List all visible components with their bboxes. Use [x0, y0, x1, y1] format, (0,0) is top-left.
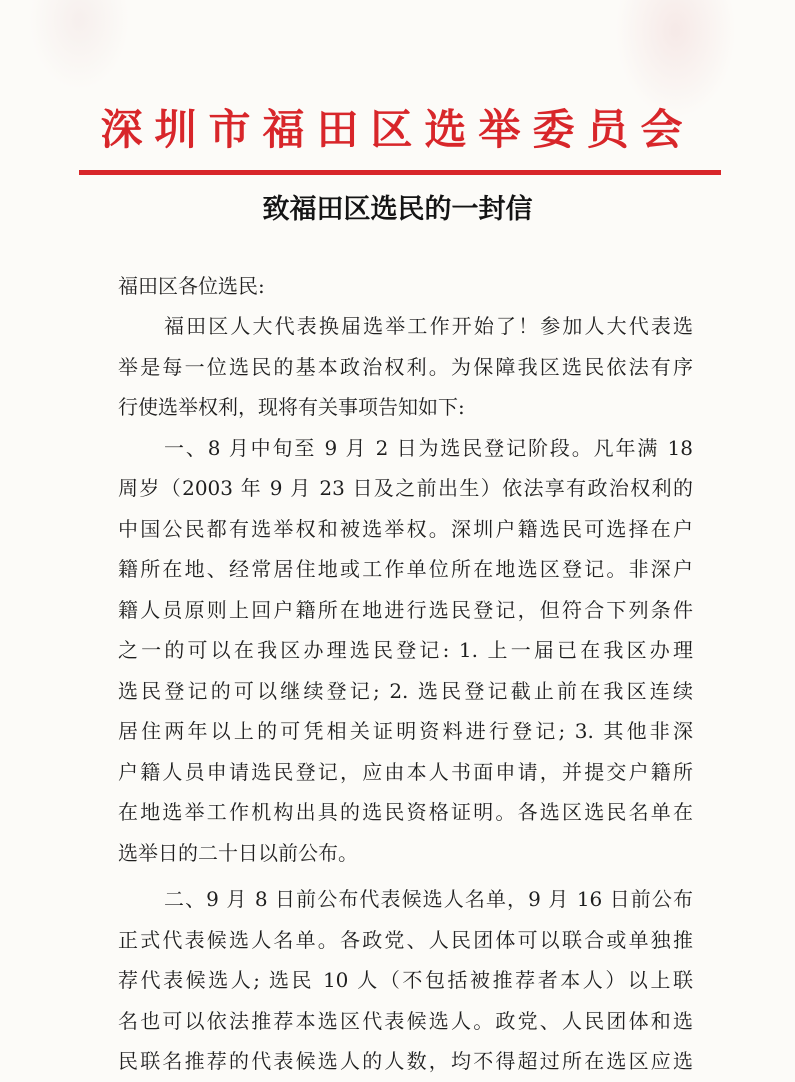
paragraph-line: 居住两年以上的可凭相关证明资料进行登记; 3. 其他非深: [118, 719, 693, 743]
paragraph-voter-registration: [118, 428, 693, 874]
paragraph-line: 民联名推荐的代表候选人的人数，均不得超过所在选区应选: [118, 1049, 693, 1073]
red-divider-line: [79, 170, 721, 175]
paragraph-line: 二、9 月 8 日前公布代表候选人名单，9 月 16 日前公布: [164, 887, 693, 911]
paragraph-intro: [118, 306, 693, 428]
letter-title: 致福田区选民的一封信: [262, 194, 533, 225]
paragraph-line: 行使选举权利，现将有关事项告知如下:: [118, 395, 465, 419]
paragraph-line: 户籍人员申请选民登记，应由本人书面申请，并提交户籍所: [118, 759, 693, 784]
paragraph-line: 在地选举工作机构出具的选民资格证明。各选区选民名单在: [118, 800, 693, 824]
paragraph-line: 周岁（2003 年 9 月 23 日及之前出生）依法享有政治权利的: [118, 476, 693, 500]
paragraph-line: 福田区人大代表换届选举工作开始了！参加人大代表选: [164, 314, 693, 338]
paragraph-line: 选民登记的可以继续登记; 2. 选民登记截止前在我区连续: [118, 678, 693, 703]
paragraph-line: 中国公民都有选举权和被选举权。深圳户籍选民可选择在户: [118, 516, 693, 541]
paragraph-line: 选举日的二十日以前公布。: [118, 840, 358, 865]
paragraph-line: 之一的可以在我区办理选民登记: 1. 上一届已在我区办理: [118, 638, 693, 662]
paragraph-candidates: [118, 879, 693, 1082]
paragraph-line: 名也可以依法推荐本选区代表候选人。政党、人民团体和选: [118, 1008, 693, 1033]
paragraph-line: 举是每一位选民的基本政治权利。为保障我区选民依法有序: [118, 354, 693, 379]
salutation: 福田区各位选民:: [118, 274, 265, 298]
paragraph-line: 正式代表候选人名单。各政党、人民团体可以联合或单独推: [118, 927, 693, 952]
letter-body: [118, 306, 693, 1082]
paragraph-line: 籍人员原则上回户籍所在地进行选民登记，但符合下列条件: [118, 597, 693, 622]
organization-name: 深圳市福田区选举委员会: [100, 105, 695, 154]
paragraph-line: 一、8 月中旬至 9 月 2 日为选民登记阶段。凡年满 18: [164, 435, 693, 460]
paragraph-line: 籍所在地、经常居住地或工作单位所在地选区登记。非深户: [118, 557, 693, 581]
paragraph-line: 荐代表候选人; 选民 10 人（不包括被推荐者本人）以上联: [118, 968, 693, 992]
